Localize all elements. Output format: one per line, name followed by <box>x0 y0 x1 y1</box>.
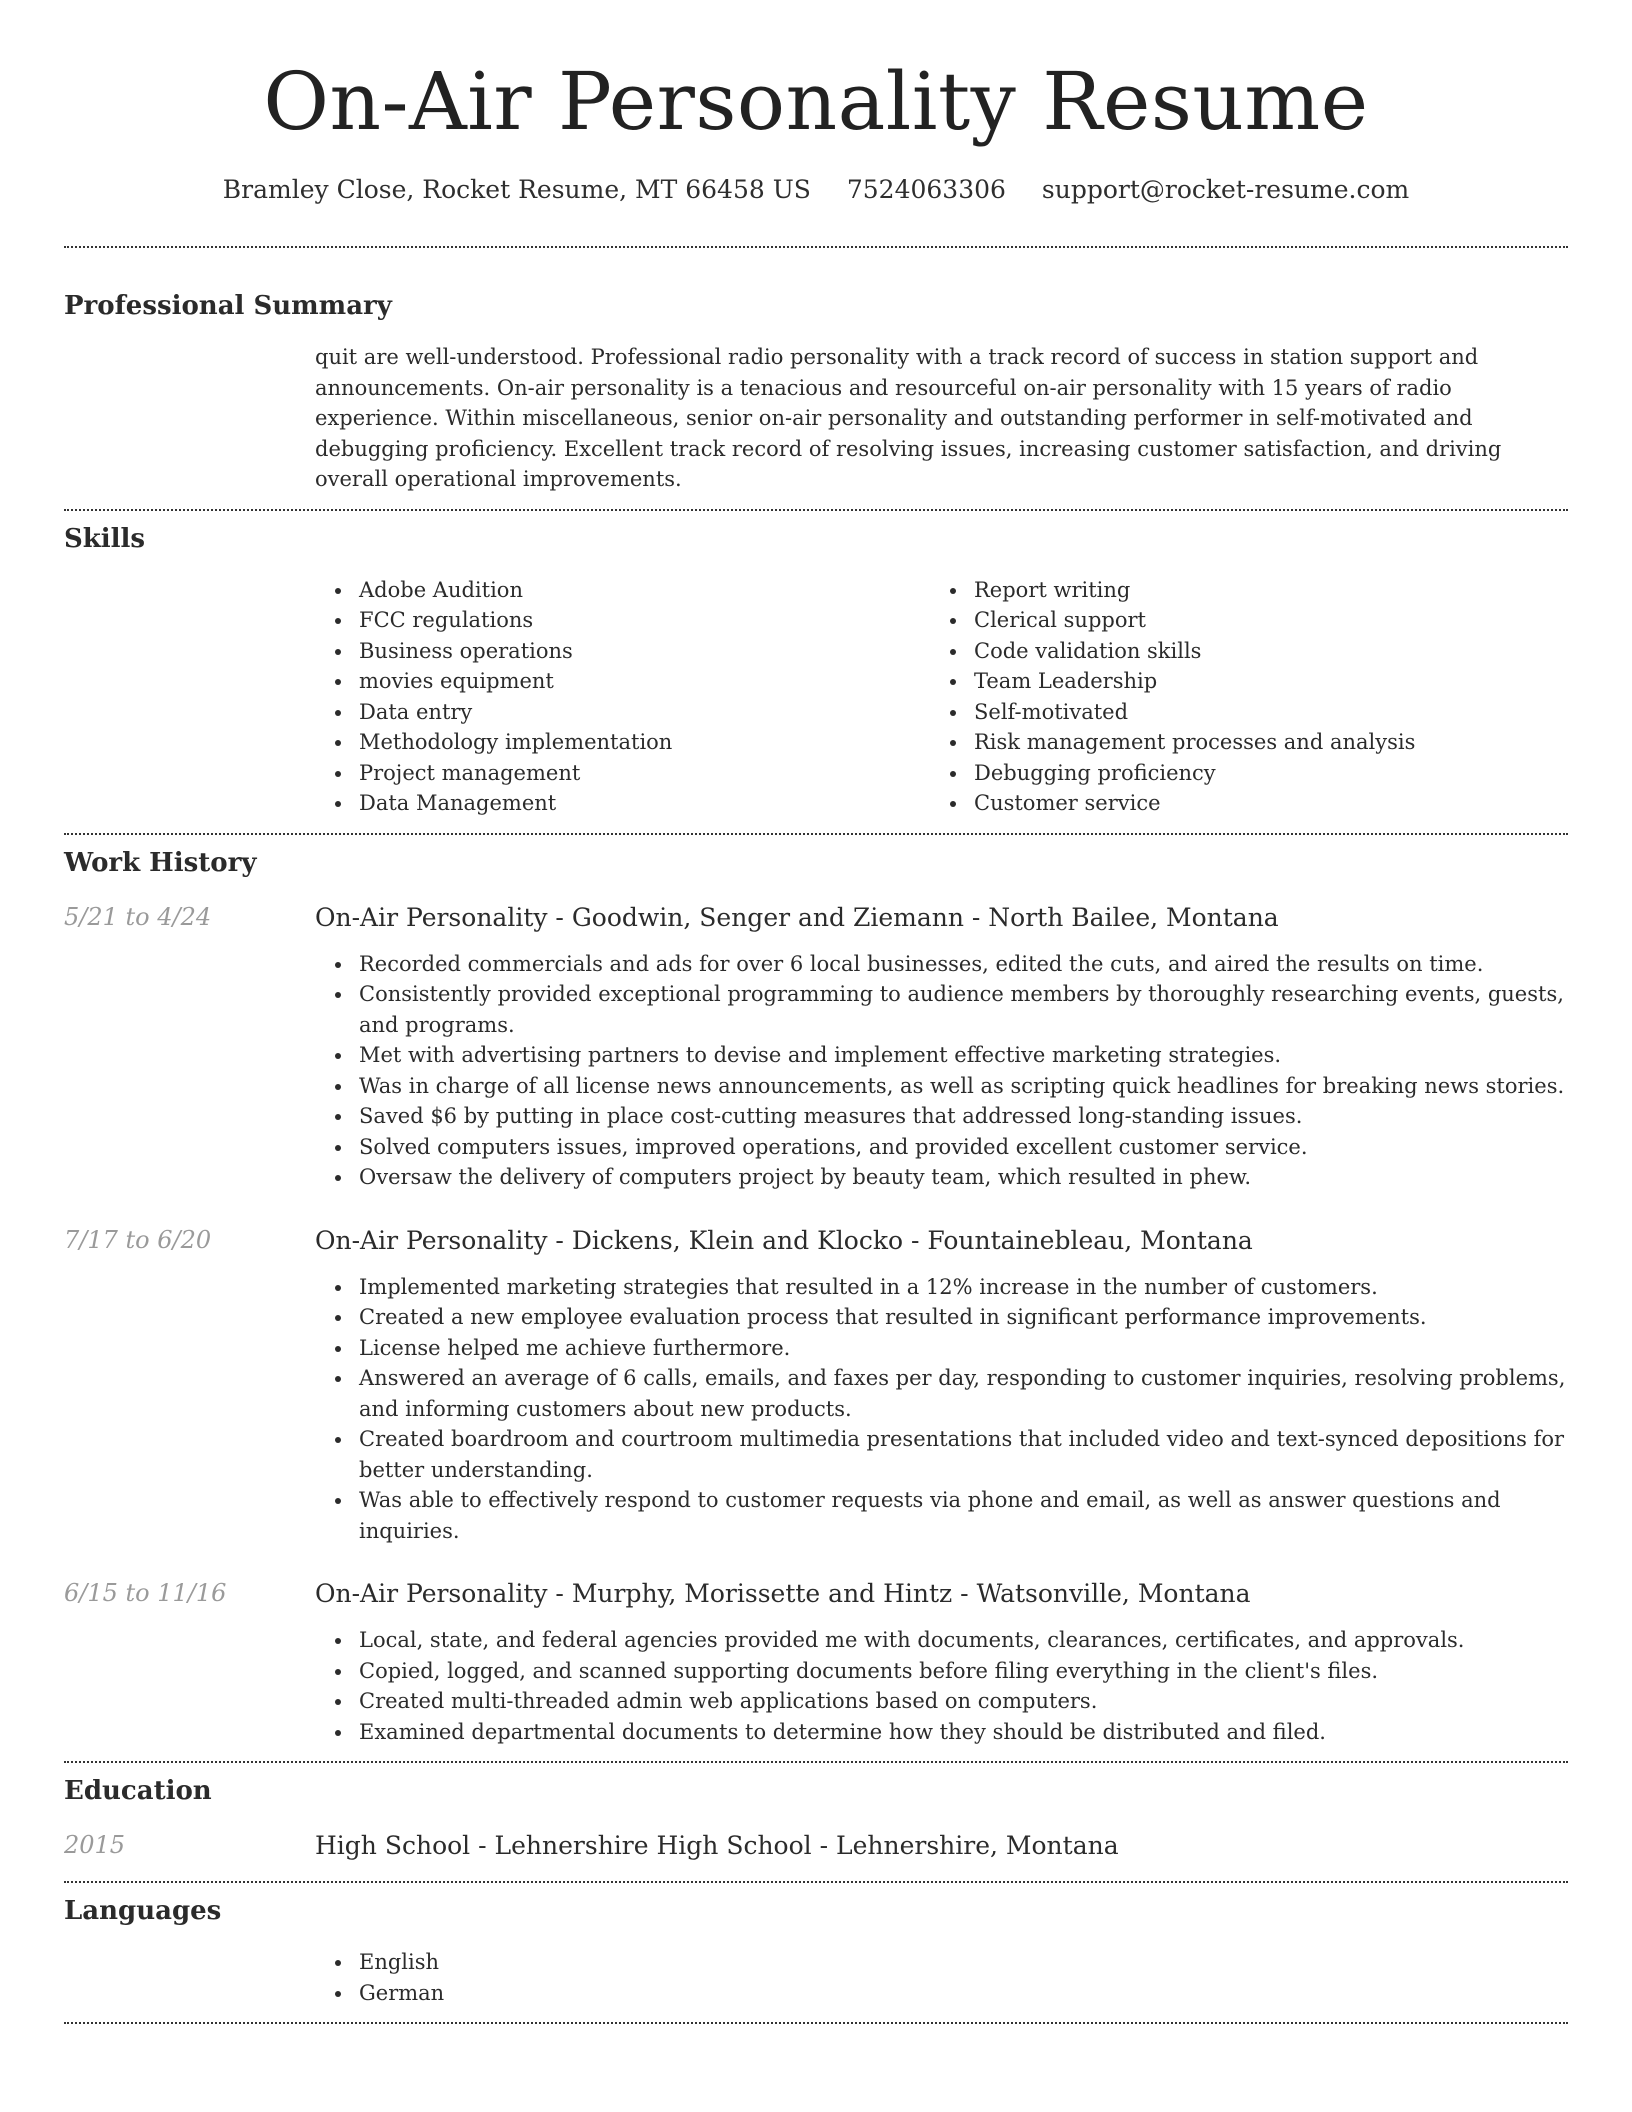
skills-list-right <box>930 575 1545 819</box>
job-bullet: Oversaw the delivery of computers project by beauty team, which resulted in phew. <box>359 1162 1568 1193</box>
job-bullet: Created multi-threaded admin web applications based on computers. <box>359 1686 1568 1717</box>
skill-item: FCC regulations <box>359 605 930 636</box>
summary-section <box>64 288 1568 495</box>
contact-phone: 7524063306 <box>846 175 1006 204</box>
job-bullet: Created boardroom and courtroom multimedia presentations that included video and text-synced depositions for better understanding. <box>359 1424 1568 1485</box>
job-bullets <box>315 1272 1568 1547</box>
section-divider <box>64 509 1568 511</box>
section-divider <box>64 1881 1568 1883</box>
job-bullet: Consistently provided exceptional programming to audience members by thoroughly researching events, guests, and programs. <box>359 979 1568 1040</box>
skill-item: Team Leadership <box>974 666 1545 697</box>
job-dates: 6/15 to 11/16 <box>64 1579 227 1607</box>
skills-left-spacer <box>64 575 315 819</box>
job-entry <box>64 1577 1568 1747</box>
languages-body <box>315 1947 1568 2008</box>
skill-item: Clerical support <box>974 605 1545 636</box>
languages-list <box>315 1947 1568 2008</box>
languages-left-spacer <box>64 1947 315 2008</box>
skill-item: Risk management processes and analysis <box>974 727 1545 758</box>
skills-heading: Skills <box>64 523 146 554</box>
skills-grid <box>315 575 1568 819</box>
summary-text: quit are well-understood. Professional radio personality with a track record of success in station support and announcements. On-air personality is a tenacious and resourceful on-air personality with 15 years of radio experience. Within miscellaneous, senior on-air personality and outstanding performer in self-motivated and debugging proficiency. Excellent track record of resolving issues, increasing customer satisfaction, and driving overall operational improvements. <box>315 345 1502 491</box>
education-entry <box>64 1829 1568 1863</box>
job-bullet: Was able to effectively respond to customer requests via phone and email, as well as answer questions and inquiries. <box>359 1485 1568 1546</box>
skill-item: Data Management <box>359 788 930 819</box>
summary-heading: Professional Summary <box>64 291 392 321</box>
skill-item: movies equipment <box>359 666 930 697</box>
education-section <box>64 1773 1568 1863</box>
job-bullet: Examined departmental documents to determine how they should be distributed and filed. <box>359 1717 1568 1748</box>
job-bullet: Solved computers issues, improved operations, and provided excellent customer service. <box>359 1132 1568 1163</box>
contact-address: Bramley Close, Rocket Resume, MT 66458 US <box>222 175 811 204</box>
job-bullet: Saved $6 by putting in place cost-cutting measures that addressed long-standing issues. <box>359 1101 1568 1132</box>
job-bullet: Met with advertising partners to devise and implement effective marketing strategies. <box>359 1040 1568 1071</box>
skill-item: Report writing <box>974 575 1545 606</box>
job-dates: 5/21 to 4/24 <box>64 902 212 931</box>
job-bullet: Implemented marketing strategies that resulted in a 12% increase in the number of customers. <box>359 1272 1568 1303</box>
skills-column-right <box>930 575 1545 819</box>
job-details <box>315 1577 1568 1747</box>
contact-line <box>64 172 1568 208</box>
job-bullet: Recorded commercials and ads for over 6 local businesses, edited the cuts, and aired the results on time. <box>359 949 1568 980</box>
skills-column-left <box>315 575 930 819</box>
skills-section <box>64 521 1568 819</box>
skill-item: Data entry <box>359 697 930 728</box>
job-bullet: License helped me achieve furthermore. <box>359 1333 1568 1364</box>
languages-heading: Languages <box>64 1896 222 1926</box>
job-bullets <box>315 949 1568 1193</box>
work-heading: Work History <box>64 847 257 878</box>
section-divider <box>64 833 1568 835</box>
job-bullet: Local, state, and federal agencies provided me with documents, clearances, certificates, and approvals. <box>359 1625 1568 1656</box>
job-dates: 7/17 to 6/20 <box>64 1225 212 1254</box>
job-title: On-Air Personality - Goodwin, Senger and Ziemann - North Bailee, Montana <box>315 902 1279 932</box>
skill-item: Methodology implementation <box>359 727 930 758</box>
work-section <box>64 845 1568 1748</box>
summary-body <box>315 342 1568 495</box>
job-bullet: Answered an average of 6 calls, emails, and faxes per day, responding to customer inquiries, resolving problems, and informing customers about new products. <box>359 1363 1568 1424</box>
skill-item: Business operations <box>359 636 930 667</box>
job-bullets <box>315 1625 1568 1747</box>
job-bullet: Was in charge of all license news announcements, as well as scripting quick headlines for breaking news stories. <box>359 1071 1568 1102</box>
job-bullet: Created a new employee evaluation process that resulted in significant performance improvements. <box>359 1302 1568 1333</box>
languages-row <box>64 1947 1568 2008</box>
job-entry <box>64 1224 1568 1547</box>
section-divider <box>64 1761 1568 1763</box>
resume-title: On-Air Personality Resume <box>263 55 1369 148</box>
summary-row <box>64 342 1568 495</box>
skills-list-left <box>315 575 930 819</box>
job-details <box>315 901 1568 1193</box>
job-entry <box>64 901 1568 1193</box>
section-divider <box>64 2022 1568 2024</box>
skill-item: Customer service <box>974 788 1545 819</box>
job-title: On-Air Personality - Murphy, Morissette and Hintz - Watsonville, Montana <box>315 1579 1251 1608</box>
education-title: High School - Lehnershire High School - Lehnershire, Montana <box>315 1831 1119 1860</box>
skill-item: Adobe Audition <box>359 575 930 606</box>
job-bullet: Copied, logged, and scanned supporting documents before filing everything in the client's files. <box>359 1656 1568 1687</box>
summary-left-spacer <box>64 342 315 495</box>
education-details <box>315 1829 1568 1863</box>
skill-item: Self-motivated <box>974 697 1545 728</box>
skills-row <box>64 575 1568 819</box>
skill-item: Debugging proficiency <box>974 758 1545 789</box>
skill-item: Code validation skills <box>974 636 1545 667</box>
languages-section <box>64 1893 1568 2008</box>
language-item: English <box>359 1947 1568 1978</box>
job-details <box>315 1224 1568 1547</box>
language-item: German <box>359 1978 1568 2009</box>
section-divider <box>64 246 1568 248</box>
contact-email: support@rocket-resume.com <box>1041 175 1410 204</box>
education-heading: Education <box>64 1776 212 1806</box>
job-title: On-Air Personality - Dickens, Klein and Klocko - Fountainebleau, Montana <box>315 1225 1253 1255</box>
education-year: 2015 <box>64 1831 126 1859</box>
skill-item: Project management <box>359 758 930 789</box>
